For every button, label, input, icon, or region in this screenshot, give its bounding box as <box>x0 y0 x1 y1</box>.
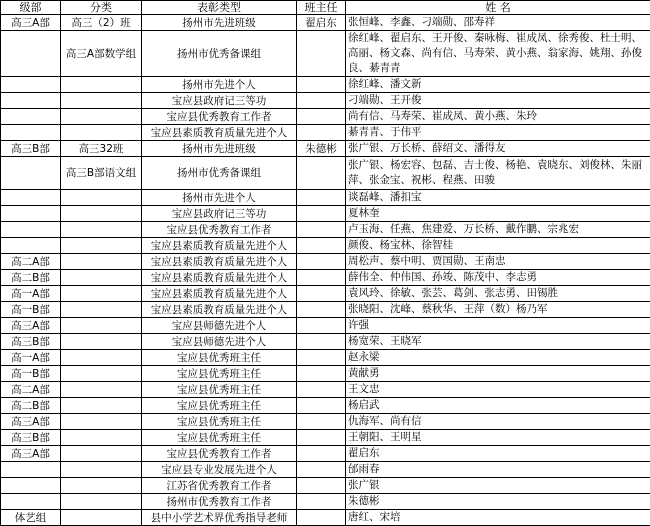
dept-cell: 高三B部 <box>1 334 61 350</box>
category-cell <box>61 446 142 462</box>
dept-cell <box>1 222 61 238</box>
dept-cell <box>1 462 61 478</box>
head-teacher-cell <box>297 270 346 286</box>
table-row <box>1 141 650 157</box>
names-cell: 袁风玲、徐敏、张芸、葛剑、张志勇、田锡胜 <box>346 286 650 302</box>
award-type-cell: 宝应县优秀班主任 <box>142 430 297 446</box>
names-cell: 夏林奎 <box>346 206 650 222</box>
dept-cell: 高一A部 <box>1 286 61 302</box>
head-teacher-cell <box>297 302 346 318</box>
names-cell: 张晓阳、沈峰、蔡秋华、王萍（数）杨乃军 <box>346 302 650 318</box>
table-row <box>1 238 650 254</box>
names-cell: 仇海军、尚有信 <box>346 414 650 430</box>
category-cell <box>61 430 142 446</box>
table-row <box>1 31 650 77</box>
names-cell: 颜俊、杨宝林、徐智桂 <box>346 238 650 254</box>
dept-cell: 高二A部 <box>1 254 61 270</box>
head-teacher-cell <box>297 93 346 109</box>
award-type-cell: 江苏省优秀教育工作者 <box>142 478 297 494</box>
category-cell <box>61 190 142 206</box>
table-row <box>1 270 650 286</box>
names-cell: 周松声、蔡中明、贾国勋、王南忠 <box>346 254 650 270</box>
category-cell <box>61 93 142 109</box>
award-type-cell: 扬州市先进班级 <box>142 15 297 31</box>
names-cell: 刁端勋、王开俊 <box>346 93 650 109</box>
head-teacher-cell <box>297 510 346 526</box>
category-cell <box>61 382 142 398</box>
head-teacher-cell <box>297 430 346 446</box>
category-cell <box>61 222 142 238</box>
table-row <box>1 414 650 430</box>
table-row <box>1 206 650 222</box>
names-cell: 邰雨春 <box>346 462 650 478</box>
names-cell: 赵永梁 <box>346 350 650 366</box>
names-cell: 綦青青、于伟平 <box>346 125 650 141</box>
dept-cell <box>1 77 61 93</box>
award-type-cell: 宝应县政府记三等功 <box>142 93 297 109</box>
award-type-cell: 宝应县优秀教育工作者 <box>142 222 297 238</box>
award-type-cell: 宝应县优秀班主任 <box>142 414 297 430</box>
category-cell <box>61 494 142 510</box>
dept-cell <box>1 93 61 109</box>
category-cell <box>61 366 142 382</box>
award-type-cell: 宝应县优秀班主任 <box>142 398 297 414</box>
award-type-cell: 宝应县素质教育质量先进个人 <box>142 302 297 318</box>
award-type-cell: 宝应县师德先进个人 <box>142 318 297 334</box>
names-cell: 翟启东 <box>346 446 650 462</box>
category-cell <box>61 286 142 302</box>
category-cell <box>61 398 142 414</box>
dept-cell <box>1 494 61 510</box>
dept-cell: 高三A部 <box>1 15 61 31</box>
table-row <box>1 382 650 398</box>
dept-cell <box>1 238 61 254</box>
award-type-cell: 宝应县优秀教育工作者 <box>142 446 297 462</box>
header-dept: 级部 <box>1 1 61 15</box>
table-row <box>1 15 650 31</box>
dept-cell: 高三A部 <box>1 318 61 334</box>
names-cell: 黄献勇 <box>346 366 650 382</box>
dept-cell: 高三A部 <box>1 414 61 430</box>
names-cell: 张恒峰、李鑫、刁端勋、邵寿祥 <box>346 15 650 31</box>
category-cell <box>61 462 142 478</box>
table-row <box>1 125 650 141</box>
table-row <box>1 478 650 494</box>
table-row <box>1 510 650 526</box>
table-row <box>1 254 650 270</box>
category-cell <box>61 206 142 222</box>
head-teacher-cell <box>297 350 346 366</box>
table-row <box>1 462 650 478</box>
dept-cell: 高一A部 <box>1 350 61 366</box>
header-head-teacher: 班主任 <box>297 1 346 15</box>
names-cell: 唐红、宋培 <box>346 510 650 526</box>
award-type-cell: 扬州市先进班级 <box>142 141 297 157</box>
award-type-cell: 宝应县优秀班主任 <box>142 366 297 382</box>
category-cell <box>61 109 142 125</box>
table-row <box>1 77 650 93</box>
names-cell: 谈磊峰、潘扣宝 <box>346 190 650 206</box>
head-teacher-cell <box>297 109 346 125</box>
table-row <box>1 398 650 414</box>
award-type-cell: 宝应县素质教育质量先进个人 <box>142 286 297 302</box>
table-row <box>1 334 650 350</box>
table-row <box>1 286 650 302</box>
category-cell <box>61 334 142 350</box>
table-row <box>1 430 650 446</box>
head-teacher-cell <box>297 382 346 398</box>
head-teacher-cell <box>297 222 346 238</box>
dept-cell: 高三B部 <box>1 141 61 157</box>
category-cell <box>61 254 142 270</box>
award-type-cell: 扬州市先进个人 <box>142 77 297 93</box>
names-cell: 王朝阳、王明星 <box>346 430 650 446</box>
award-type-cell: 县中小学艺术界优秀指导老师 <box>142 510 297 526</box>
head-teacher-cell: 翟启东 <box>297 15 346 31</box>
head-teacher-cell <box>297 494 346 510</box>
table-row <box>1 222 650 238</box>
category-cell: 高三A部数学组 <box>61 31 142 77</box>
head-teacher-cell <box>297 238 346 254</box>
category-cell <box>61 270 142 286</box>
award-type-cell: 宝应县素质教育质量先进个人 <box>142 238 297 254</box>
dept-cell <box>1 478 61 494</box>
head-teacher-cell <box>297 206 346 222</box>
dept-cell <box>1 190 61 206</box>
names-cell: 杨启武 <box>346 398 650 414</box>
award-type-cell: 宝应县师德先进个人 <box>142 334 297 350</box>
table-row <box>1 366 650 382</box>
head-teacher-cell <box>297 77 346 93</box>
names-cell: 薛伟全、仲伟国、孙竣、陈茂中、李志勇 <box>346 270 650 286</box>
names-cell: 徐红峰、潘文新 <box>346 77 650 93</box>
dept-cell <box>1 125 61 141</box>
category-cell <box>61 414 142 430</box>
category-cell <box>61 77 142 93</box>
table-row <box>1 350 650 366</box>
award-type-cell: 扬州市先进个人 <box>142 190 297 206</box>
dept-cell <box>1 206 61 222</box>
names-cell: 卢玉海、任燕、焦建爱、万长桥、戴作鹏、宗兆宏 <box>346 222 650 238</box>
names-cell: 许强 <box>346 318 650 334</box>
award-type-cell: 扬州市优秀备课组 <box>142 31 297 77</box>
head-teacher-cell <box>297 157 346 190</box>
category-cell <box>61 318 142 334</box>
names-cell: 尚有信、马寿荣、崔成凤、黄小燕、朱玲 <box>346 109 650 125</box>
dept-cell: 高二B部 <box>1 398 61 414</box>
category-cell <box>61 302 142 318</box>
names-cell: 张广银、万长桥、薛绍文、潘得友 <box>346 141 650 157</box>
table-row <box>1 318 650 334</box>
head-teacher-cell <box>297 318 346 334</box>
dept-cell <box>1 31 61 77</box>
award-type-cell: 宝应县政府记三等功 <box>142 206 297 222</box>
dept-cell <box>1 157 61 190</box>
header-award-type: 表彰类型 <box>142 1 297 15</box>
award-type-cell: 宝应县素质教育质量先进个人 <box>142 270 297 286</box>
head-teacher-cell <box>297 334 346 350</box>
award-type-cell: 宝应县优秀教育工作者 <box>142 109 297 125</box>
head-teacher-cell <box>297 190 346 206</box>
head-teacher-cell <box>297 125 346 141</box>
head-teacher-cell <box>297 286 346 302</box>
dept-cell: 高二A部 <box>1 382 61 398</box>
category-cell <box>61 238 142 254</box>
category-cell: 高三32班 <box>61 141 142 157</box>
head-teacher-cell <box>297 254 346 270</box>
award-type-cell: 宝应县优秀班主任 <box>142 350 297 366</box>
dept-cell <box>1 109 61 125</box>
names-cell: 朱德彬 <box>346 494 650 510</box>
award-type-cell: 扬州市优秀教育工作者 <box>142 494 297 510</box>
head-teacher-cell <box>297 366 346 382</box>
category-cell: 高三B部语文组 <box>61 157 142 190</box>
head-teacher-cell: 朱德彬 <box>297 141 346 157</box>
dept-cell: 高二B部 <box>1 270 61 286</box>
head-teacher-cell <box>297 462 346 478</box>
header-category: 分类 <box>61 1 142 15</box>
dept-cell: 高一B部 <box>1 366 61 382</box>
category-cell <box>61 125 142 141</box>
category-cell <box>61 510 142 526</box>
names-cell: 杨宽荣、王晓军 <box>346 334 650 350</box>
header-names: 姓 名 <box>346 1 650 15</box>
award-type-cell: 扬州市优秀备课组 <box>142 157 297 190</box>
head-teacher-cell <box>297 31 346 77</box>
dept-cell: 高三B部 <box>1 430 61 446</box>
names-cell: 徐红峰、翟启东、王开俊、秦咏梅、崔成凤、徐秀俊、杜士明、高丽、杨文森、尚有信、马寿荣、黄小燕、翁家海、姚翔、孙俊良、綦青青 <box>346 31 650 77</box>
header-row <box>1 1 650 15</box>
award-type-cell: 宝应县专业发展先进个人 <box>142 462 297 478</box>
award-type-cell: 宝应县素质教育质量先进个人 <box>142 254 297 270</box>
category-cell <box>61 350 142 366</box>
category-cell: 高三（2）班 <box>61 15 142 31</box>
names-cell: 张广银、杨宏容、包磊、吉士俊、杨艳、袁晓东、刘俊林、朱丽萍、张金宝、祝彬、程燕、田骏 <box>346 157 650 190</box>
table-row <box>1 446 650 462</box>
head-teacher-cell <box>297 478 346 494</box>
names-cell: 王文忠 <box>346 382 650 398</box>
table-row <box>1 494 650 510</box>
dept-cell: 高三A部 <box>1 446 61 462</box>
dept-cell: 体艺组 <box>1 510 61 526</box>
table-row <box>1 93 650 109</box>
names-cell: 张广银 <box>346 478 650 494</box>
dept-cell: 高一B部 <box>1 302 61 318</box>
table-row <box>1 109 650 125</box>
table-row <box>1 302 650 318</box>
award-type-cell: 宝应县素质教育质量先进个人 <box>142 125 297 141</box>
category-cell <box>61 478 142 494</box>
head-teacher-cell <box>297 414 346 430</box>
table-row <box>1 190 650 206</box>
head-teacher-cell <box>297 398 346 414</box>
table-row <box>1 157 650 190</box>
head-teacher-cell <box>297 446 346 462</box>
award-type-cell: 宝应县优秀班主任 <box>142 382 297 398</box>
